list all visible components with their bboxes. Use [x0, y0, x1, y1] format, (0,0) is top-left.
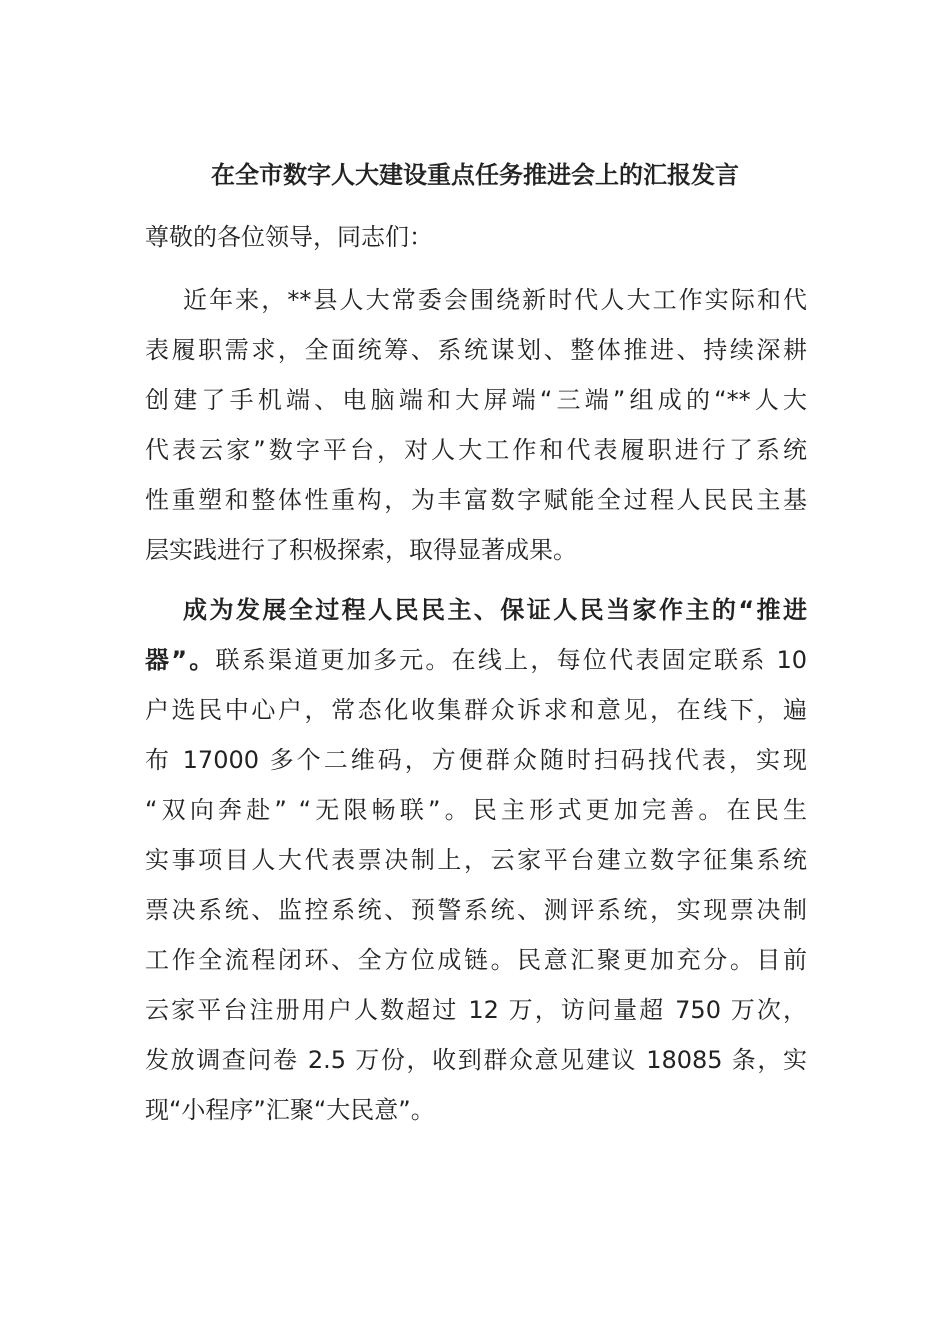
paragraph-line: 户选民中心户，常态化收集群众诉求和意见，在线下，遍 — [145, 696, 807, 724]
document-title: 在全市数字人大建设重点任务推进会上的汇报发言 — [211, 161, 739, 189]
paragraph-line: 层实践进行了积极探索，取得显著成果。 — [145, 536, 577, 564]
paragraph-line: 布 17000 多个二维码，方便群众随时扫码找代表，实现 — [145, 746, 807, 774]
paragraph-line: 近年来，**县人大常委会围绕新时代人大工作实际和代 — [183, 286, 807, 314]
paragraph-line: “双向奔赴” “无限畅联”。民主形式更加完善。在民生 — [145, 796, 807, 824]
paragraph-line: 性重塑和整体性重构，为丰富数字赋能全过程人民民主基 — [145, 486, 807, 514]
paragraph-line: 表履职需求，全面统筹、系统谋划、整体推进、持续深耕 — [145, 336, 807, 364]
paragraph-line: 现“小程序”汇聚“大民意”。 — [145, 1096, 435, 1124]
section-heading-end: 器”。 — [145, 646, 216, 674]
paragraph-achievements — [145, 585, 807, 1135]
paragraph-line: 发放调查问卷 2.5 万份，收到群众意见建议 18085 条，实 — [145, 1046, 807, 1074]
paragraph-line: 票决系统、监控系统、预警系统、测评系统，实现票决制 — [145, 896, 807, 924]
section-heading-line: 成为发展全过程人民民主、保证人民当家作主的“推进 — [183, 596, 807, 624]
paragraph-line: 云家平台注册用户人数超过 12 万，访问量超 750 万次， — [145, 996, 807, 1024]
paragraph-line: 代表云家”数字平台，对人大工作和代表履职进行了系统 — [145, 436, 807, 464]
paragraph-line: 工作全流程闭环、全方位成链。民意汇聚更加充分。目前 — [145, 946, 807, 974]
paragraph-line: 实事项目人大代表票决制上，云家平台建立数字征集系统 — [145, 846, 807, 874]
paragraph-intro — [145, 275, 807, 575]
salutation: 尊敬的各位领导，同志们： — [145, 223, 433, 251]
paragraph-line — [145, 635, 807, 685]
paragraph-line: 创建了手机端、电脑端和大屏端“三端”组成的“**人大 — [145, 386, 807, 414]
paragraph-text: 联系渠道更加多元。在线上，每位代表固定联系 10 — [215, 646, 807, 674]
